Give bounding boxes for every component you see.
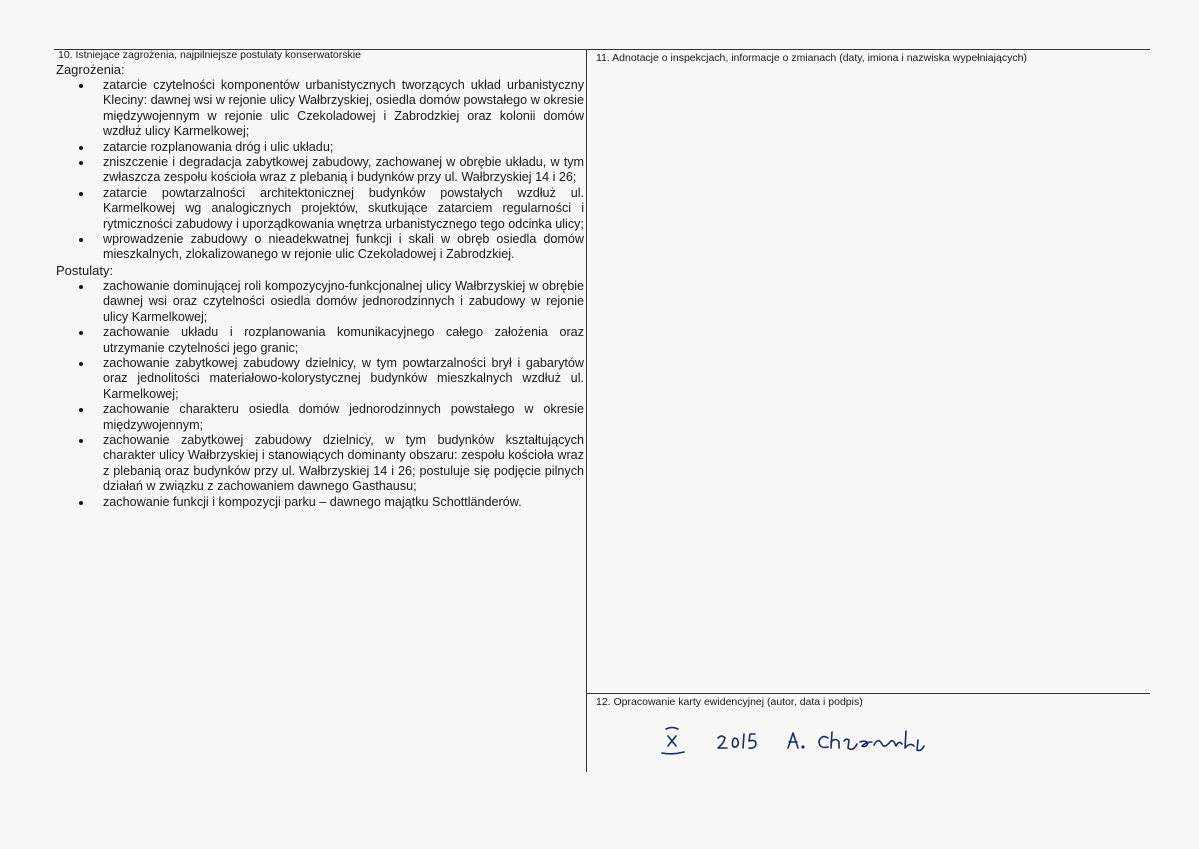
- threat-item-text: zniszczenie i degradacja zabytkowej zabudowy, zachowanej w obrębie układu, w tym zwłaszcza zespołu kościoła wraz z plebanią i budynków przy ul. Wałbrzyskiej 14 i 26;: [103, 155, 584, 185]
- postulates-list: [54, 279, 584, 510]
- threat-item: [54, 155, 584, 186]
- threat-item-text: zatarcie powtarzalności architektonicznej budynków powstałych wzdłuż ul. Karmelkowej wg analogicznych projektów, skutkujące zatarciem regularności i rytmiczności zabudowy i uporządkowania wnętrza urbanistycznego tego odcinka ulicy;: [103, 185, 584, 231]
- threat-item-text: zatarcie rozplanowania dróg i ulic układu;: [103, 139, 334, 154]
- bullet-icon: [79, 439, 83, 443]
- threat-item: [54, 78, 584, 140]
- threat-item-text: wprowadzenie zabudowy o nieadekwatnej funkcji i skali w obręb osiedla domów mieszkalnych, zlokalizowanego w rejonie ulic Czekoladowej i Zabrodzkiej.: [103, 232, 584, 262]
- section-11-header: 11. Adnotacje o inspekcjach, informacje o zmianach (daty, imiona i nazwiska wypełniających): [596, 52, 1027, 64]
- section-10: [54, 49, 584, 510]
- threat-item: [54, 186, 584, 232]
- section-10-header: 10. Istniejące zagrożenia, najpilniejsze postulaty konserwatorskie: [58, 49, 361, 61]
- handwritten-signature: [600, 722, 960, 762]
- bullet-icon: [79, 408, 83, 412]
- postulate-item-text: zachowanie funkcji i kompozycji parku – dawnego majątku Schottländerów.: [103, 494, 522, 509]
- bullet-icon: [79, 362, 83, 366]
- bullet-icon: [79, 331, 83, 335]
- postulate-item-text: zachowanie charakteru osiedla domów jednorodzinnych powstałego w okresie międzywojennym;: [103, 402, 584, 432]
- postulate-item: [54, 279, 584, 325]
- bullet-icon: [79, 161, 83, 165]
- bullet-icon: [79, 192, 83, 196]
- postulate-item: [54, 325, 584, 356]
- postulate-item: [54, 495, 584, 510]
- threats-label: Zagrożenia:: [56, 62, 125, 77]
- threat-item: [54, 232, 584, 263]
- postulate-item-text: zachowanie dominującej roli kompozycyjno-funkcjonalnej ulicy Wałbrzyskiej w obrębie dawnej wsi oraz czytelności osiedla domów jednorodzinnych i zabudowy w rejonie ulicy Karmelkowej;: [103, 278, 584, 324]
- threat-item-text: zatarcie czytelności komponentów urbanistycznych tworzących układ urbanistyczny Kleciny: dawnej wsi w rejonie ulicy Wałbrzyskiej, osiedla domów powstałego w okresie międzywojennym w rejonie ulic Czekoladowej i Zabrodzkiej oraz kolonii domów wzdłuż ulicy Karmelkowej;: [103, 78, 584, 139]
- bullet-icon: [79, 238, 83, 242]
- threat-item: [54, 140, 584, 155]
- postulate-item: [54, 356, 584, 402]
- postulate-item-text: zachowanie zabytkowej zabudowy dzielnicy, w tym budynków kształtujących charakter ulicy Wałbrzyskiej i stanowiących dominanty obszaru: zespołu kościoła wraz z plebanią oraz budynków przy ul. Wałbrzyskiej 14 i 26; postuluje się podjęcie pilnych działań w związku z zachowaniem dawnego Gasthausu;: [103, 432, 584, 494]
- postulate-item: [54, 433, 584, 495]
- threats-list: [54, 78, 584, 263]
- postulate-item-text: zachowanie układu i rozplanowania komunikacyjnego całego założenia oraz utrzymanie czytelności jego granic;: [103, 325, 584, 355]
- column-divider: [586, 49, 587, 772]
- postulate-item: [54, 402, 584, 433]
- bullet-icon: [79, 501, 83, 505]
- bullet-icon: [79, 146, 83, 150]
- bullet-icon: [79, 84, 83, 88]
- postulate-item-text: zachowanie zabytkowej zabudowy dzielnicy, w tym powtarzalności brył i gabarytów oraz jednolitości materiałowo-kolorystycznej budynków mieszkalnych wzdłuż ul. Karmelkowej;: [103, 355, 584, 401]
- section-12-header: 12. Opracowanie karty ewidencyjnej (autor, data i podpis): [596, 696, 863, 708]
- section12-top-rule: [587, 693, 1150, 694]
- postulates-label: Postulaty:: [56, 262, 114, 278]
- bullet-icon: [79, 285, 83, 289]
